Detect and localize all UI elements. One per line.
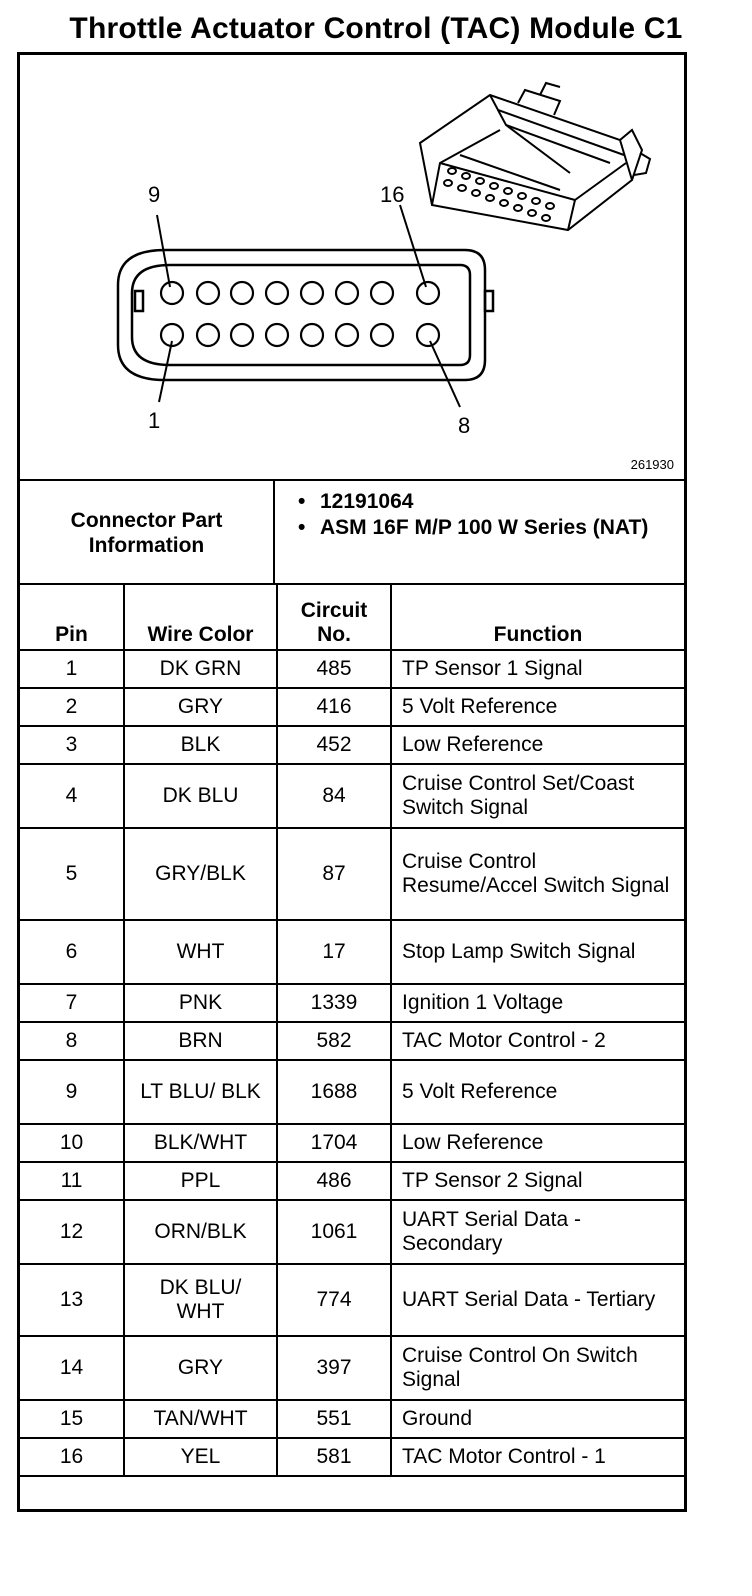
table-row	[20, 1336, 684, 1400]
cell-function: Cruise Control Set/Coast Switch Signal	[391, 764, 684, 828]
cell-wire-color: PNK	[124, 984, 277, 1022]
table-row	[20, 1200, 684, 1264]
header-pin: Pin	[20, 585, 124, 650]
pin-label-16: 16	[380, 182, 405, 207]
cell-pin: 1	[20, 650, 124, 688]
pin-label-1: 1	[148, 408, 161, 433]
cell-pin: 4	[20, 764, 124, 828]
connector-sheet	[17, 52, 687, 1512]
cell-wire-color: DK GRN	[124, 650, 277, 688]
connector-part-number: • 12191064	[298, 489, 678, 515]
cell-wire-color: DK BLU	[124, 764, 277, 828]
cell-wire-color: ORN/BLK	[124, 1200, 277, 1264]
cell-pin: 14	[20, 1336, 124, 1400]
cell-pin: 10	[20, 1124, 124, 1162]
cell-function: Cruise Control On Switch Signal	[391, 1336, 684, 1400]
cell-function: Low Reference	[391, 726, 684, 764]
cell-circuit: 581	[277, 1438, 391, 1476]
pin-label-9: 9	[148, 182, 161, 207]
cell-pin: 8	[20, 1022, 124, 1060]
pinout-table	[20, 585, 684, 1477]
header-wire-color: Wire Color	[124, 585, 277, 650]
table-row	[20, 828, 684, 920]
cell-circuit: 17	[277, 920, 391, 984]
cell-circuit: 1339	[277, 984, 391, 1022]
connector-front-view	[118, 205, 493, 407]
cell-wire-color: GRY/BLK	[124, 828, 277, 920]
header-circuit-no: Circuit No.	[277, 585, 391, 650]
right-latch	[485, 291, 493, 311]
page-title: Throttle Actuator Control (TAC) Module C1	[69, 12, 683, 45]
cell-function: TAC Motor Control - 2	[391, 1022, 684, 1060]
cell-function: 5 Volt Reference	[391, 688, 684, 726]
cell-pin: 12	[20, 1200, 124, 1264]
cell-wire-color: TAN/WHT	[124, 1400, 277, 1438]
table-row	[20, 726, 684, 764]
cell-circuit: 84	[277, 764, 391, 828]
cell-circuit: 397	[277, 1336, 391, 1400]
table-row	[20, 1438, 684, 1476]
cell-wire-color: GRY	[124, 688, 277, 726]
cell-wire-color: YEL	[124, 1438, 277, 1476]
cell-function: Ignition 1 Voltage	[391, 984, 684, 1022]
table-row	[20, 920, 684, 984]
cell-pin: 15	[20, 1400, 124, 1438]
cell-wire-color: LT BLU/ BLK	[124, 1060, 277, 1124]
cell-pin: 16	[20, 1438, 124, 1476]
table-row	[20, 984, 684, 1022]
table-row	[20, 1124, 684, 1162]
connector-figure	[20, 55, 684, 480]
cell-circuit: 774	[277, 1264, 391, 1336]
table-row	[20, 688, 684, 726]
cell-wire-color: BRN	[124, 1022, 277, 1060]
cell-function: UART Serial Data - Secondary	[391, 1200, 684, 1264]
cell-pin: 11	[20, 1162, 124, 1200]
cell-function: 5 Volt Reference	[391, 1060, 684, 1124]
connector-3d-illustration	[420, 83, 650, 230]
cell-circuit: 582	[277, 1022, 391, 1060]
connector-part-information	[20, 481, 684, 585]
cell-wire-color: BLK/WHT	[124, 1124, 277, 1162]
cell-circuit: 486	[277, 1162, 391, 1200]
cell-pin: 3	[20, 726, 124, 764]
cell-pin: 5	[20, 828, 124, 920]
table-row	[20, 1060, 684, 1124]
cell-function: TP Sensor 1 Signal	[391, 650, 684, 688]
cell-circuit: 485	[277, 650, 391, 688]
cell-wire-color: PPL	[124, 1162, 277, 1200]
cell-function: Stop Lamp Switch Signal	[391, 920, 684, 984]
cell-pin: 9	[20, 1060, 124, 1124]
cell-function: Low Reference	[391, 1124, 684, 1162]
cell-circuit: 452	[277, 726, 391, 764]
cell-function: UART Serial Data - Tertiary	[391, 1264, 684, 1336]
cell-function: TP Sensor 2 Signal	[391, 1162, 684, 1200]
pin-label-8: 8	[458, 413, 471, 438]
cell-circuit: 551	[277, 1400, 391, 1438]
connector-series: • ASM 16F M/P 100 W Series (NAT)	[298, 515, 678, 541]
cell-function: Cruise Control Resume/Accel Switch Signal	[391, 828, 684, 920]
table-row	[20, 764, 684, 828]
table-header-row	[20, 585, 684, 650]
cell-pin: 6	[20, 920, 124, 984]
table-row	[20, 1400, 684, 1438]
connector-info-label: Connector Part Information	[20, 481, 275, 585]
cell-wire-color: DK BLU/ WHT	[124, 1264, 277, 1336]
table-row	[20, 1022, 684, 1060]
cell-circuit: 416	[277, 688, 391, 726]
cell-pin: 2	[20, 688, 124, 726]
table-row	[20, 650, 684, 688]
cell-pin: 7	[20, 984, 124, 1022]
cell-circuit: 1688	[277, 1060, 391, 1124]
table-row	[20, 1162, 684, 1200]
header-function: Function	[391, 585, 684, 650]
cell-circuit: 1704	[277, 1124, 391, 1162]
cell-wire-color: WHT	[124, 920, 277, 984]
figure-id: 261930	[630, 457, 674, 472]
cell-pin: 13	[20, 1264, 124, 1336]
cell-function: TAC Motor Control - 1	[391, 1438, 684, 1476]
connector-info-list	[298, 489, 678, 541]
cell-circuit: 1061	[277, 1200, 391, 1264]
cell-circuit: 87	[277, 828, 391, 920]
table-row	[20, 1264, 684, 1336]
cell-function: Ground	[391, 1400, 684, 1438]
connector-drawing	[20, 55, 684, 480]
cell-wire-color: GRY	[124, 1336, 277, 1400]
cell-wire-color: BLK	[124, 726, 277, 764]
